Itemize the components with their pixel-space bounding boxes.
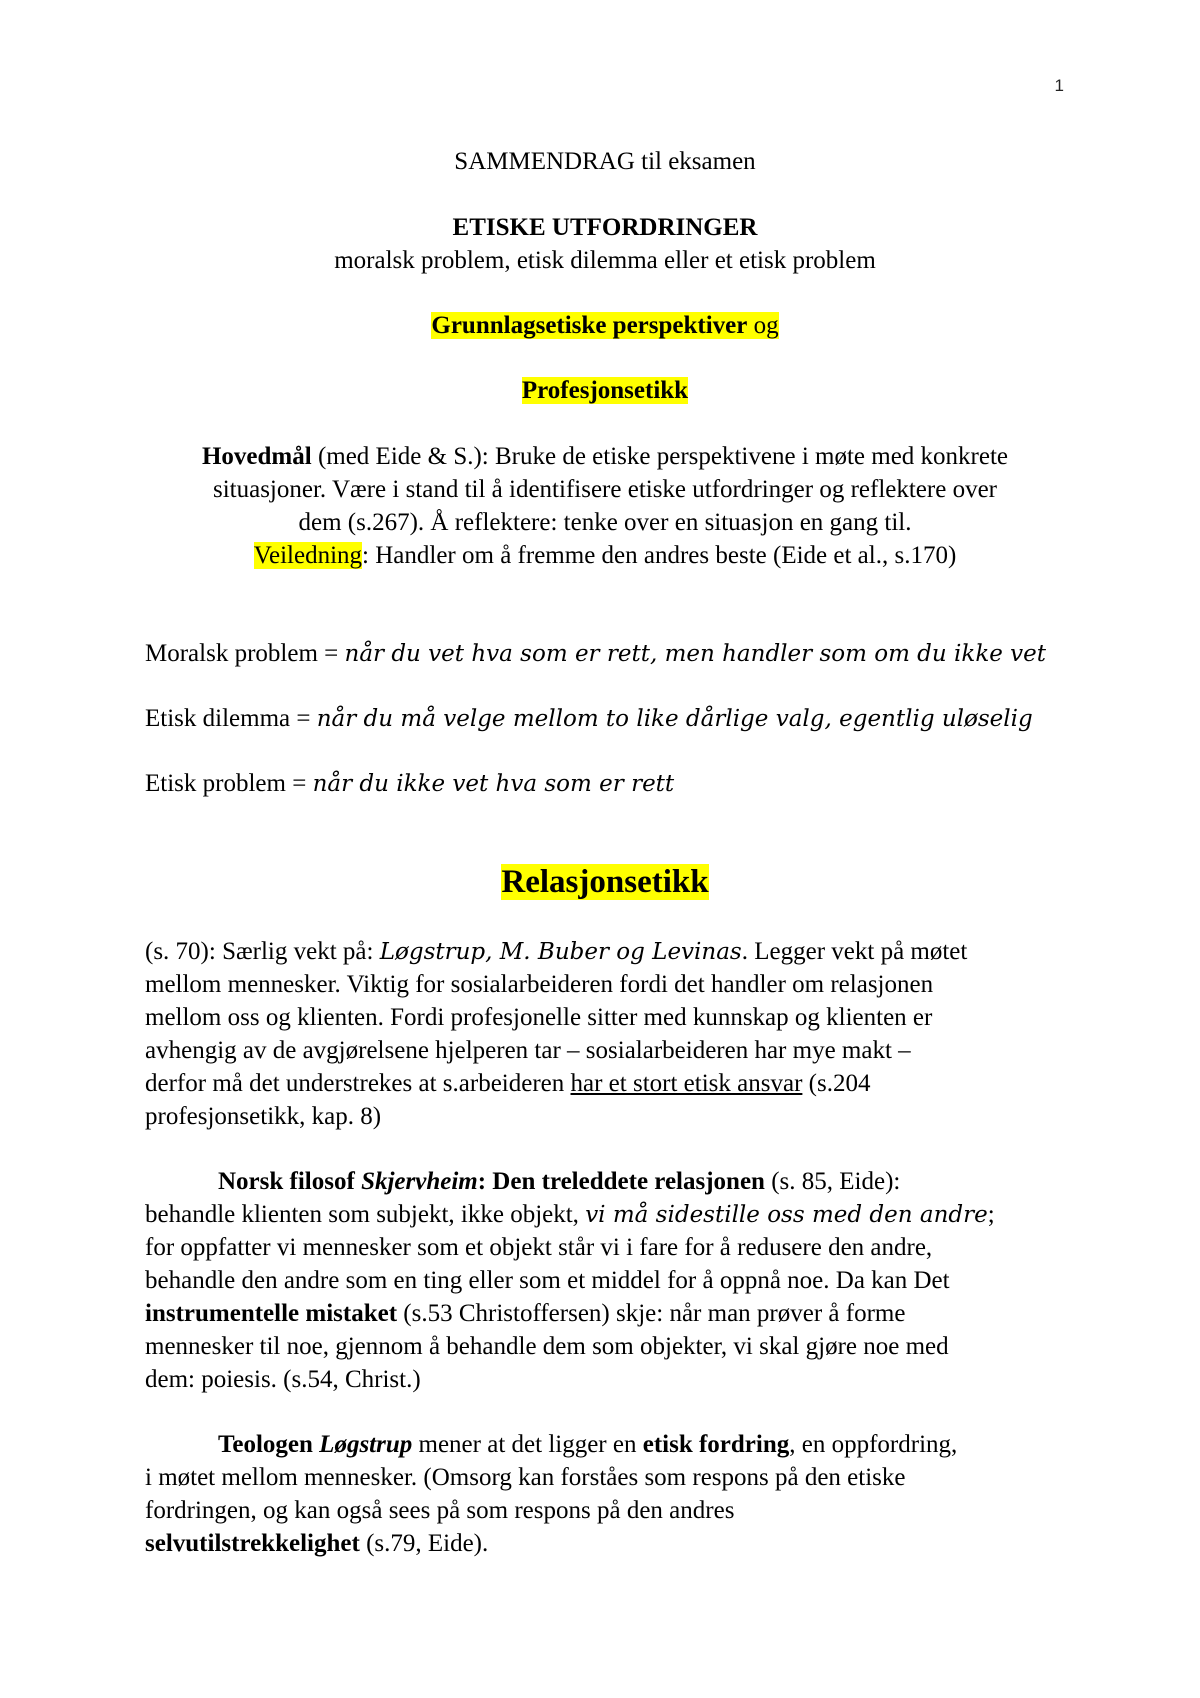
text-bold: : Den treleddete relasjonen <box>477 1168 765 1195</box>
text-bold: instrumentelle mistaket <box>145 1300 398 1327</box>
intro-line-3: dem (s.267). Å reflektere: tenke over en situasjon en gang til. <box>298 509 912 536</box>
para2-line6: mennesker til noe, gjennom å behandle dem som objekter, vi skal gjøre noe med <box>145 1333 949 1360</box>
definition-2 <box>145 702 1065 736</box>
text: behandle klienten som subjekt, ikke objekt, <box>145 1201 586 1228</box>
text: , en oppfordring, <box>789 1431 958 1458</box>
doc-subheading: moralsk problem, etisk dilemma eller et etisk problem <box>334 247 876 274</box>
definition-term: Etisk problem = <box>145 770 313 797</box>
para2-line5 <box>145 1297 1065 1330</box>
para3-line1 <box>145 1428 1065 1461</box>
text: (s. 70): Særlig vekt på: <box>145 938 380 965</box>
text-bold: Teologen <box>218 1431 320 1458</box>
text: (s. 85, Eide): <box>764 1168 901 1195</box>
para2-line4: behandle den andre som en ting eller som et middel for å oppnå noe. Da kan Det <box>145 1267 950 1294</box>
text-bold: etisk fordring <box>642 1431 790 1458</box>
para2-line3: for oppfatter vi mennesker som et objekt står vi i fare for å redusere den andre, <box>145 1234 933 1261</box>
para1-line6: profesjonsetikk, kap. 8) <box>145 1103 382 1130</box>
para2-line7: dem: poiesis. (s.54, Christ.) <box>145 1366 421 1393</box>
text: derfor må det understrekes at s.arbeideren <box>145 1070 571 1097</box>
para3-line4 <box>145 1527 1065 1560</box>
definition-text: når du vet hva som er rett, men handler som om du ikke vet <box>344 641 1047 667</box>
definition-3 <box>145 767 1065 801</box>
guide-line <box>145 539 1065 572</box>
guide-text: : Handler om å fremme den andres beste (Eide et al., s.170) <box>362 542 957 569</box>
para1-line4: avhengig av de avgjørelsene hjelperen tar – sosialarbeideren har mye makt – <box>145 1037 911 1064</box>
para2-line1 <box>145 1165 1065 1198</box>
text: . Legger vekt på møtet <box>741 938 968 965</box>
intro-line-2: situasjoner. Være i stand til å identifisere etiske utfordringer og reflektere over <box>212 476 997 503</box>
para1-line5 <box>145 1067 1065 1100</box>
definition-1 <box>145 637 1065 671</box>
para1-line2: mellom mennesker. Viktig for sosialarbeideren fordi det handler om relasjonen <box>145 971 934 998</box>
definition-term: Etisk dilemma = <box>145 705 317 732</box>
name-bold-italic: Løgstrup <box>319 1431 413 1458</box>
para3-line3: fordringen, og kan også sees på som respons på den andres <box>145 1497 735 1524</box>
names-italic: Løgstrup, M. Buber og Levinas <box>379 939 742 965</box>
goal-text-1: (med Eide & S.): Bruke de etiske perspektivene i møte med konkrete <box>311 443 1009 470</box>
text: (s.204 <box>802 1070 871 1097</box>
guide-label: Veiledning <box>253 542 363 569</box>
para1-line3: mellom oss og klienten. Fordi profesjonelle sitter med kunnskap og klienten er <box>145 1004 933 1031</box>
text: mener at det ligger en <box>412 1431 643 1458</box>
definition-text: når du må velge mellom to like dårlige valg, egentlig uløselig <box>316 706 1033 732</box>
topic-1-suffix: og <box>747 312 779 339</box>
text-italic: vi må sidestille oss med den andre <box>585 1202 988 1228</box>
page-number: 1 <box>1054 76 1064 95</box>
text: (s.53 Christoffersen) skje: når man prøver å forme <box>397 1300 906 1327</box>
doc-heading: ETISKE UTFORDRINGER <box>452 214 758 241</box>
text-bold: Norsk filosof <box>218 1168 362 1195</box>
definition-term: Moralsk problem = <box>145 640 345 667</box>
section-heading <box>145 862 1065 902</box>
para1-line1 <box>145 935 1065 969</box>
underlined-text: har et stort etisk ansvar <box>570 1070 803 1097</box>
text: ; <box>987 1201 995 1228</box>
goal-label: Hovedmål <box>201 443 312 470</box>
text-bold: selvutilstrekkelighet <box>145 1530 360 1557</box>
section-title: Relasjonsetikk <box>501 864 709 900</box>
intro-line-1 <box>145 440 1065 473</box>
para2-line2 <box>145 1198 1065 1232</box>
topic-line-1 <box>145 309 1065 342</box>
text: (s.79, Eide). <box>359 1530 489 1557</box>
para3-line2: i møtet mellom mennesker. (Omsorg kan forståes som respons på den etiske <box>145 1464 906 1491</box>
doc-title: SAMMENDRAG til eksamen <box>454 148 756 175</box>
topic-2: Profesjonsetikk <box>521 377 689 404</box>
definition-text: når du ikke vet hva som er rett <box>312 771 675 797</box>
topic-line-2 <box>145 374 1065 407</box>
name-bold-italic: Skjervheim <box>361 1168 478 1195</box>
topic-1: Grunnlagsetiske perspektiver <box>431 312 748 339</box>
